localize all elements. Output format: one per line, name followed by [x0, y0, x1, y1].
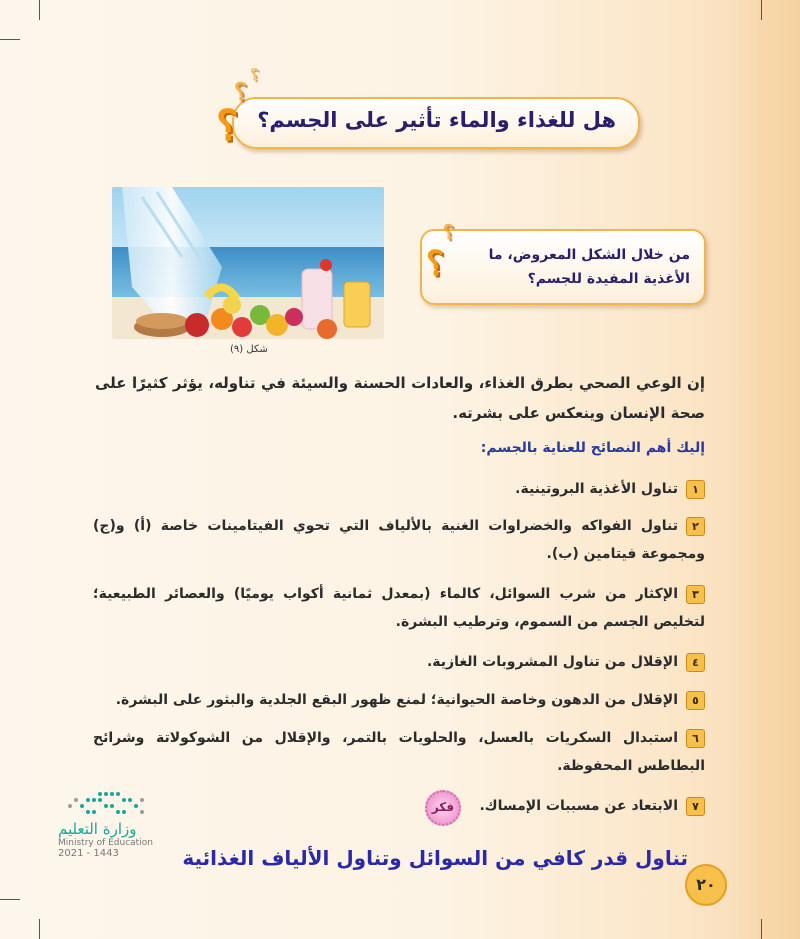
page-number: ٢٠	[685, 864, 727, 906]
item-text: الإقلال من تناول المشروبات الغازية.	[426, 654, 678, 670]
edition-year: 2021 - 1443	[58, 848, 119, 859]
crop-mark	[0, 39, 20, 40]
question-mark-icon: ؟	[216, 101, 239, 150]
list-item	[93, 686, 705, 714]
item-text: تناول الأغذية البروتينية.	[515, 481, 678, 497]
question-box	[420, 229, 706, 305]
ministry-name-arabic: وزارة التعليم	[58, 820, 137, 838]
item-text: تناول الفواكه والخضراوات الغنية بالألياف التي تحوي الفيتامينات خاصة (أ) و(ج) ومجموعة فيتامين (ب).	[93, 518, 705, 562]
question-mark-icon: ؟	[426, 244, 445, 284]
list-item	[93, 648, 705, 676]
intro-paragraph: إن الوعي الصحي بطرق الغذاء، والعادات الحسنة والسيئة في تناوله، يؤثر كثيرًا على صحة الإنسان وينعكس على بشرته.	[95, 374, 705, 422]
item-number: ٤	[686, 653, 705, 672]
item-number: ٥	[686, 691, 705, 710]
list-item	[445, 792, 705, 820]
title-box	[232, 97, 640, 149]
item-number: ١	[686, 480, 705, 499]
crop-mark	[761, 0, 762, 20]
list-item	[93, 580, 705, 636]
item-number: ٧	[686, 797, 705, 816]
ministry-dots-icon	[58, 790, 148, 816]
question-mark-icon: ؟	[250, 65, 259, 84]
tips-heading: إليك أهم النصائح للعناية بالجسم:	[480, 440, 705, 456]
item-text: الإقلال من الدهون وخاصة الحيوانية؛ لمنع ظهور البقع الجلدية والبثور على البشرة.	[115, 692, 678, 708]
list-item	[93, 475, 705, 503]
page-title: هل للغذاء والماء تأثير على الجسم؟	[257, 108, 616, 132]
list-item	[93, 512, 705, 568]
page-spine-shadow	[730, 0, 800, 939]
figure-caption: شكل (٩)	[230, 344, 268, 355]
question-text: من خلال الشكل المعروض، ما الأغذية المفيدة للجسم؟	[488, 247, 690, 287]
crop-mark	[39, 919, 40, 939]
item-number: ٢	[686, 517, 705, 536]
ministry-logo	[58, 790, 188, 859]
list-item	[93, 724, 705, 780]
item-text: استبدال السكريات بالعسل، والحلويات بالتمر، والإقلال من الشوكولاتة وشرائح البطاطس المحفوظة.	[93, 730, 705, 774]
footer-tip: تناول قدر كافي من السوائل وتناول الألياف الغذائية	[182, 846, 688, 870]
item-text: الإكثار من شرب السوائل، كالماء (بمعدل ثمانية أكواب يوميًا) والعصائر الطبيعية؛ لتخليص الجسم من السموم، وترطيب البشرة.	[93, 586, 705, 630]
crop-mark	[761, 919, 762, 939]
item-text: الابتعاد عن مسببات الإمساك.	[479, 798, 678, 814]
crop-mark	[0, 899, 20, 900]
ministry-name-english: Ministry of Education	[58, 838, 153, 848]
title-banner	[212, 65, 636, 150]
question-mark-icon: ؟	[234, 77, 247, 106]
item-number: ٣	[686, 585, 705, 604]
crop-mark	[39, 0, 40, 20]
think-badge-icon: فكر	[425, 790, 461, 826]
food-and-water-photo	[112, 187, 384, 339]
item-number: ٦	[686, 729, 705, 748]
question-mark-icon: ؟	[443, 220, 454, 244]
